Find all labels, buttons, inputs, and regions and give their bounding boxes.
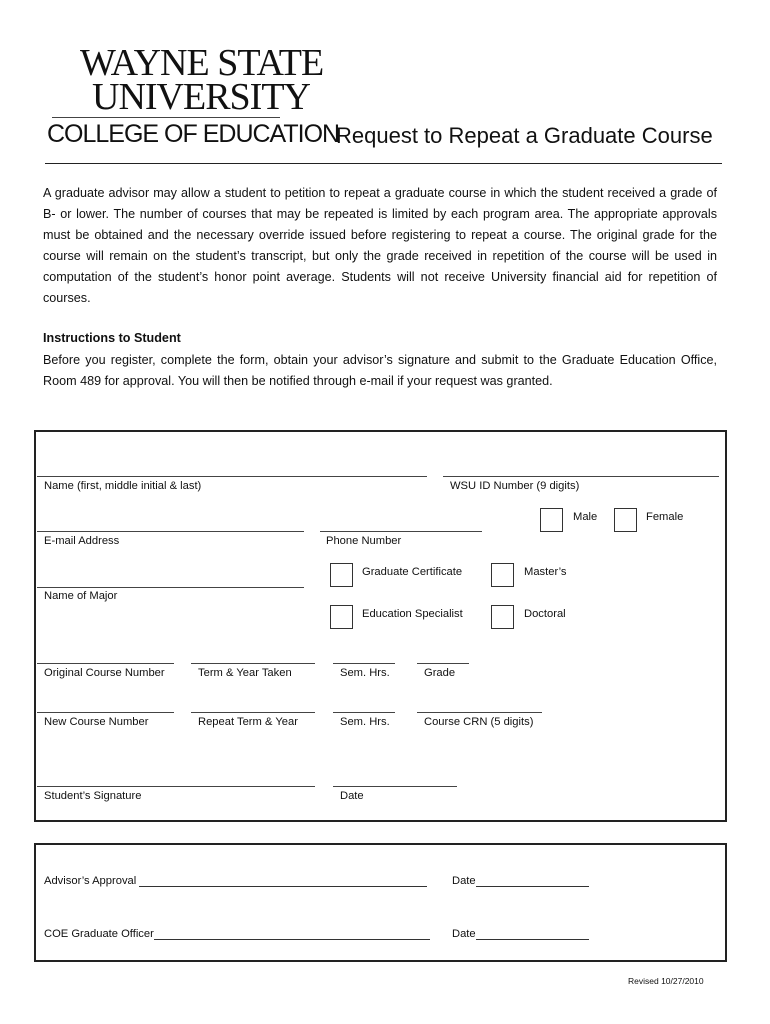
- name-input-line[interactable]: [37, 476, 427, 477]
- intro-paragraph: A graduate advisor may allow a student to petition to repeat a graduate course in which the student received a grade of B- or lower. The number of courses that may be repeated is limited by each program area. The appropriate approvals must be obtained and the necessary override issued before registering to repeat a course. The original grade for the course will remain on the student’s transcript, but only the grade received in repetition of the course will be used in computation of the student’s honor point average. Students will not receive University financial aid for repetition of courses.: [43, 186, 717, 305]
- page-title: Request to Repeat a Graduate Course: [336, 123, 713, 148]
- term-taken-input-line[interactable]: [191, 663, 315, 664]
- new-course-label: New Course Number: [44, 716, 149, 728]
- education-specialist-checkbox[interactable]: [330, 605, 353, 629]
- wsu-id-label: WSU ID Number (9 digits): [450, 480, 580, 492]
- graduate-certificate-checkbox[interactable]: [330, 563, 353, 587]
- repeat-term-label: Repeat Term & Year: [198, 716, 298, 728]
- email-label: E-mail Address: [44, 535, 120, 547]
- advisor-date-field[interactable]: [452, 874, 589, 887]
- officer-date-line[interactable]: [476, 927, 589, 940]
- sem-hrs-input-line-2[interactable]: [333, 712, 395, 713]
- female-checkbox[interactable]: [614, 508, 637, 532]
- logo-wayne-state: WAYNE STATE: [80, 42, 324, 84]
- name-label: Name (first, middle initial & last): [44, 480, 202, 492]
- sem-hrs-input-line-1[interactable]: [333, 663, 395, 664]
- instructions-text: Before you register, complete the form, obtain your advisor’s signature and submit to the Graduate Education Office, Room 489 for approval. You will then be notified through e-mail if your request was granted.: [43, 353, 717, 388]
- sem-hrs-label-2: Sem. Hrs.: [340, 716, 390, 728]
- phone-label: Phone Number: [326, 535, 402, 547]
- wsu-id-input-line[interactable]: [443, 476, 719, 477]
- advisor-date-line[interactable]: [476, 874, 589, 887]
- officer-date-label: Date: [452, 928, 476, 940]
- male-checkbox[interactable]: [540, 508, 563, 532]
- phone-input-line[interactable]: [320, 531, 482, 532]
- advisor-approval-field[interactable]: [44, 874, 427, 887]
- coe-officer-field[interactable]: [44, 927, 430, 940]
- crn-label: Course CRN (5 digits): [424, 716, 534, 728]
- sem-hrs-label-1: Sem. Hrs.: [340, 667, 390, 679]
- coe-officer-label: COE Graduate Officer: [44, 928, 154, 940]
- female-label: Female: [646, 511, 684, 523]
- original-course-label: Original Course Number: [44, 667, 165, 679]
- advisor-approval-line[interactable]: [139, 874, 427, 887]
- crn-input-line[interactable]: [417, 712, 542, 713]
- signature-date-label: Date: [340, 790, 364, 802]
- grade-input-line[interactable]: [417, 663, 469, 664]
- repeat-term-input-line[interactable]: [191, 712, 315, 713]
- original-course-input-line[interactable]: [37, 663, 174, 664]
- masters-label: Master’s: [524, 566, 567, 578]
- approval-box: [34, 843, 727, 962]
- signature-date-input-line[interactable]: [333, 786, 457, 787]
- logo-divider: [52, 117, 280, 118]
- doctoral-checkbox[interactable]: [491, 605, 514, 629]
- signature-label: Student’s Signature: [44, 790, 142, 802]
- doctoral-label: Doctoral: [524, 608, 566, 620]
- education-specialist-label: Education Specialist: [362, 608, 463, 620]
- graduate-certificate-label: Graduate Certificate: [362, 566, 463, 578]
- logo-university: UNIVERSITY: [92, 76, 310, 118]
- revised-date: Revised 10/27/2010: [628, 976, 704, 986]
- coe-officer-line[interactable]: [154, 927, 430, 940]
- male-label: Male: [573, 511, 598, 523]
- advisor-date-label: Date: [452, 875, 476, 887]
- grade-label: Grade: [424, 667, 456, 679]
- new-course-input-line[interactable]: [37, 712, 174, 713]
- signature-input-line[interactable]: [37, 786, 315, 787]
- major-label: Name of Major: [44, 590, 118, 602]
- officer-date-field[interactable]: [452, 927, 589, 940]
- email-input-line[interactable]: [37, 531, 304, 532]
- instructions-heading: Instructions to Student: [43, 331, 181, 345]
- logo-college-of-education: COLLEGE OF EDUCATION: [47, 120, 340, 148]
- advisor-approval-label: Advisor’s Approval: [44, 875, 137, 887]
- header-rule: [45, 163, 722, 164]
- masters-checkbox[interactable]: [491, 563, 514, 587]
- major-input-line[interactable]: [37, 587, 304, 588]
- term-taken-label: Term & Year Taken: [198, 667, 292, 679]
